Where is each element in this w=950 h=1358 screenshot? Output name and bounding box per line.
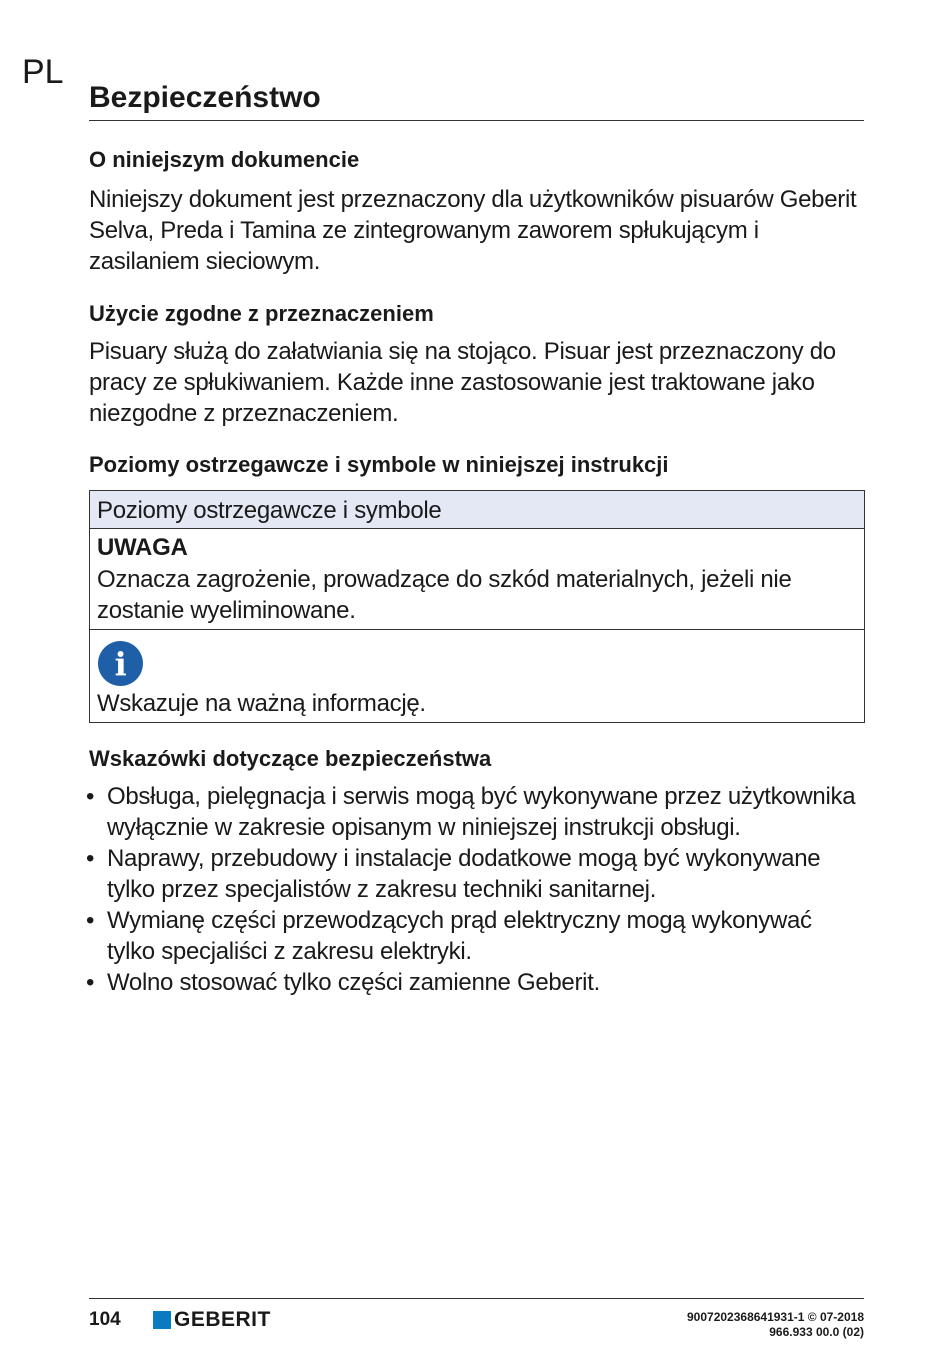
info-cell bbox=[90, 630, 865, 723]
table-row bbox=[90, 491, 865, 529]
warning-levels-table bbox=[89, 490, 865, 723]
footer-divider bbox=[89, 1298, 864, 1299]
uwaga-label: UWAGA bbox=[97, 534, 188, 561]
list-item: • Wolno stosować tylko części zamienne Geberit. bbox=[89, 967, 864, 998]
safety-list bbox=[89, 781, 864, 998]
uwaga-cell bbox=[90, 529, 865, 630]
logo-text: GEBERIT bbox=[174, 1308, 271, 1331]
info-icon: i bbox=[98, 641, 143, 686]
table-row bbox=[90, 529, 865, 630]
uwaga-text: Oznacza zagrożenie, prowadzące do szkód materialnych, jeżeli nie zostanie wyeliminowane. bbox=[97, 566, 792, 624]
page-number: 104 bbox=[89, 1309, 121, 1330]
language-code: PL bbox=[22, 53, 64, 91]
document-reference bbox=[687, 1310, 864, 1340]
section-heading-intended-use: Użycie zgodne z przeznaczeniem bbox=[89, 301, 434, 326]
table-row bbox=[90, 630, 865, 723]
geberit-logo bbox=[153, 1309, 271, 1331]
list-item: • Naprawy, przebudowy i instalacje dodatkowe mogą być wykonywane tylko przez specjalistów z zakresu techniki sanitarnej. bbox=[89, 843, 864, 905]
logo-square-icon bbox=[153, 1311, 171, 1329]
page-content bbox=[89, 78, 864, 998]
section-text-intended-use: Pisuary służą do załatwiania się na stojąco. Pisuar jest przeznaczony do pracy ze spłukiwaniem. Każde inne zastosowanie jest traktowane jako niezgodne z przeznaczeniem. bbox=[89, 338, 836, 427]
section-heading-about: O niniejszym dokumencie bbox=[89, 147, 360, 172]
page-title: Bezpieczeństwo bbox=[89, 78, 864, 121]
section-heading-warning-levels: Poziomy ostrzegawcze i symbole w niniejszej instrukcji bbox=[89, 452, 669, 477]
doc-ref-line-2: 966.933 00.0 (02) bbox=[769, 1325, 864, 1339]
section-heading-safety: Wskazówki dotyczące bezpieczeństwa bbox=[89, 746, 492, 771]
doc-ref-line-1: 9007202368641931-1 © 07-2018 bbox=[687, 1310, 864, 1324]
list-item: • Wymianę części przewodzących prąd elektryczny mogą wykonywać tylko specjaliści z zakresu elektryki. bbox=[89, 905, 864, 967]
section-text-about: Niniejszy dokument jest przeznaczony dla użytkowników pisuarów Geberit Selva, Preda i Tamina ze zintegrowanym zaworem spłukującym i zasilaniem sieciowym. bbox=[89, 186, 857, 275]
table-header-cell: Poziomy ostrzegawcze i symbole bbox=[90, 491, 865, 529]
info-text: Wskazuje na ważną informację. bbox=[97, 690, 426, 717]
list-item: • Obsługa, pielęgnacja i serwis mogą być wykonywane przez użytkownika wyłącznie w zakresie opisanym w niniejszej instrukcji obsługi. bbox=[89, 781, 864, 843]
